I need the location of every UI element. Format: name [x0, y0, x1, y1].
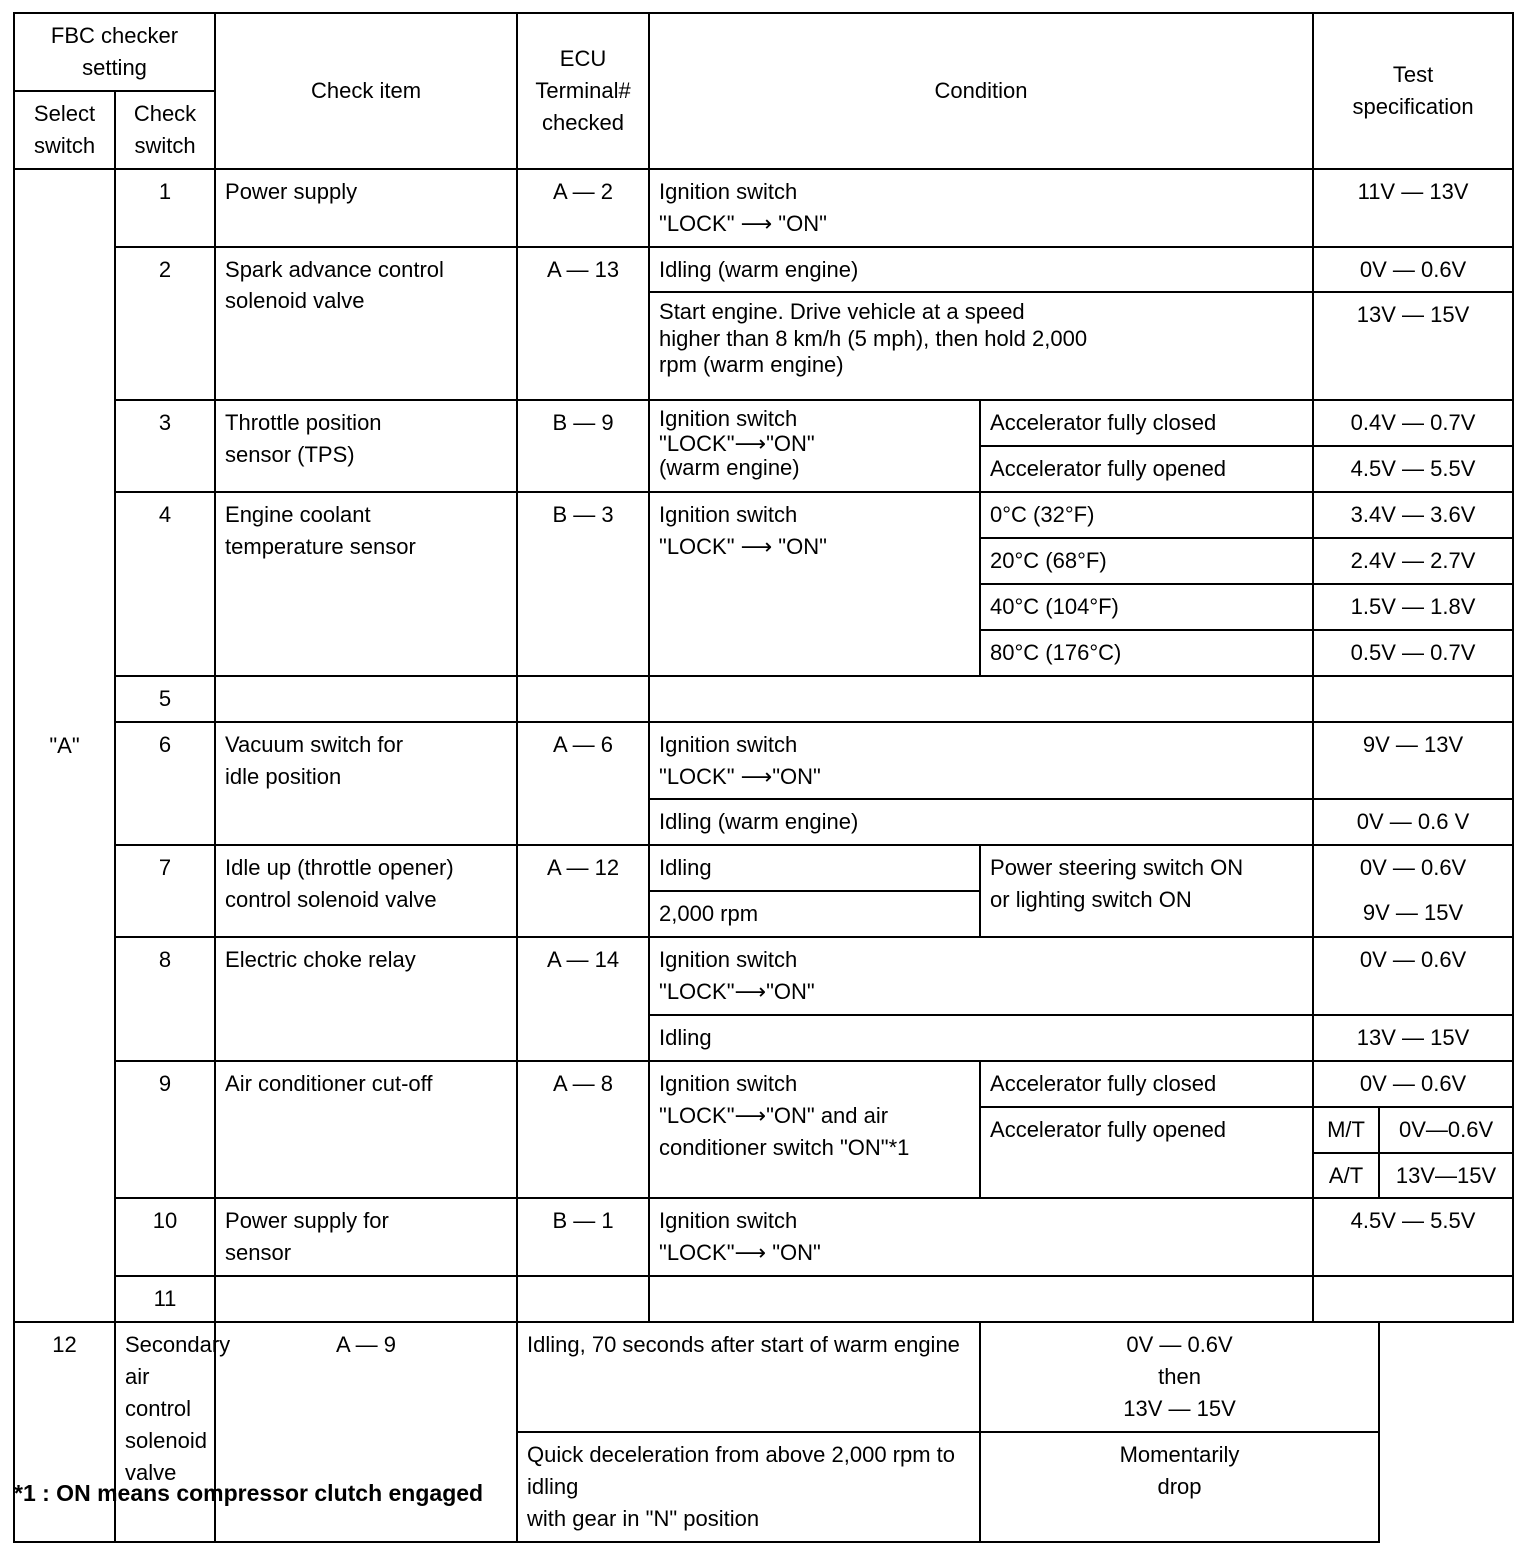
temperature: 80°C (176°C): [980, 630, 1313, 676]
sub-condition: Accelerator fully closed: [980, 400, 1313, 446]
check-item: Air conditioner cut-off: [215, 1061, 517, 1199]
check-item: [215, 1276, 517, 1322]
header-test-spec: Test specification: [1313, 13, 1513, 169]
check-switch-num: 2: [115, 247, 215, 401]
condition: Ignition switch "LOCK"⟶"ON" and air conditioner switch "ON"*1: [649, 1061, 980, 1199]
table-row: [14, 492, 1513, 538]
check-item: Power supply: [215, 169, 517, 247]
ecu-terminal: A — 8: [517, 1061, 649, 1199]
condition: Quick deceleration from above 2,000 rpm to idling with gear in "N" position: [517, 1432, 980, 1542]
transmission-label: M/T: [1313, 1107, 1379, 1153]
test-spec: 9V — 15V: [1313, 891, 1513, 937]
condition: Ignition switch "LOCK"⟶"ON" (warm engine): [649, 400, 980, 492]
check-switch-num: 9: [115, 1061, 215, 1199]
test-spec: 1.5V — 1.8V: [1313, 584, 1513, 630]
check-switch-num: 6: [115, 722, 215, 846]
check-item: Spark advance control solenoid valve: [215, 247, 517, 401]
check-item: Power supply for sensor: [215, 1198, 517, 1276]
check-switch-num: 3: [115, 400, 215, 492]
check-switch-num: 1: [115, 169, 215, 247]
check-item: Throttle position sensor (TPS): [215, 400, 517, 492]
header-check-switch: Check switch: [115, 91, 215, 169]
table-row: [14, 400, 1513, 446]
test-spec: 0V—0.6V: [1379, 1107, 1513, 1153]
test-spec: 13V — 15V: [1313, 1015, 1513, 1061]
ecu-terminal: A — 6: [517, 722, 649, 846]
condition: [649, 1276, 1313, 1322]
check-item: Electric choke relay: [215, 937, 517, 1061]
test-spec: 0V — 0.6V: [1313, 845, 1513, 891]
temperature: 20°C (68°F): [980, 538, 1313, 584]
test-spec: [1313, 1276, 1513, 1322]
check-switch-num: 10: [115, 1198, 215, 1276]
sub-condition: Accelerator fully opened: [980, 1107, 1313, 1199]
condition: [649, 676, 1313, 722]
select-switch-value: "A": [14, 169, 115, 1322]
ecu-terminal: A — 14: [517, 937, 649, 1061]
check-item: Idle up (throttle opener) control solenoid valve: [215, 845, 517, 937]
table-row: [14, 1276, 1513, 1322]
table-row: [14, 247, 1513, 293]
check-item: Secondary air control solenoid valve: [115, 1322, 215, 1541]
test-spec: 0.4V — 0.7V: [1313, 400, 1513, 446]
table-row: [14, 676, 1513, 722]
check-item: Vacuum switch for idle position: [215, 722, 517, 846]
test-spec: 2.4V — 2.7V: [1313, 538, 1513, 584]
check-switch-num: 8: [115, 937, 215, 1061]
test-spec: 0V — 0.6V: [1313, 247, 1513, 293]
header-ecu-terminal: ECU Terminal# checked: [517, 13, 649, 169]
check-switch-num: 5: [115, 676, 215, 722]
ecu-terminal: A — 9: [215, 1322, 517, 1541]
test-spec: 9V — 13V: [1313, 722, 1513, 800]
fbc-check-table: [13, 12, 1514, 1543]
temperature: 40°C (104°F): [980, 584, 1313, 630]
test-spec: 13V—15V: [1379, 1153, 1513, 1199]
table-row: [14, 169, 1513, 247]
condition: Ignition switch "LOCK"⟶"ON": [649, 937, 1313, 1015]
condition: Idling, 70 seconds after start of warm engine: [517, 1322, 980, 1432]
footnote: *1 : ON means compressor clutch engaged: [14, 1480, 484, 1506]
transmission-label: A/T: [1313, 1153, 1379, 1199]
condition: Idling: [649, 1015, 1313, 1061]
condition: Idling (warm engine): [649, 247, 1313, 293]
ecu-terminal: [517, 1276, 649, 1322]
condition: Start engine. Drive vehicle at a speed higher than 8 km/h (5 mph), then hold 2,000 rpm (warm engine): [649, 292, 1313, 400]
test-spec: 3.4V — 3.6V: [1313, 492, 1513, 538]
test-spec: [1313, 676, 1513, 722]
header-fbc-setting: FBC checker setting: [14, 13, 215, 91]
condition: Ignition switch "LOCK" ⟶ "ON": [649, 169, 1313, 247]
test-spec: 0V — 0.6V: [1313, 1061, 1513, 1107]
check-switch-num: 7: [115, 845, 215, 937]
condition: 2,000 rpm: [649, 891, 980, 937]
check-item: Engine coolant temperature sensor: [215, 492, 517, 676]
check-switch-num: 4: [115, 492, 215, 676]
table-row: [14, 937, 1513, 1015]
table-row: [14, 1061, 1513, 1107]
condition: Idling (warm engine): [649, 799, 1313, 845]
sub-condition: Accelerator fully opened: [980, 446, 1313, 492]
test-spec: 0V — 0.6V then 13V — 15V: [980, 1322, 1379, 1432]
check-switch-num: 11: [115, 1276, 215, 1322]
header-check-item: Check item: [215, 13, 517, 169]
test-spec: 0V — 0.6 V: [1313, 799, 1513, 845]
test-spec: 11V — 13V: [1313, 169, 1513, 247]
condition: Ignition switch "LOCK" ⟶ "ON": [649, 492, 980, 676]
table-row: [14, 1322, 1513, 1432]
test-spec: Momentarily drop: [980, 1432, 1379, 1542]
test-spec: 4.5V — 5.5V: [1313, 1198, 1513, 1276]
table-row: [14, 845, 1513, 891]
ecu-terminal: A — 12: [517, 845, 649, 937]
sub-condition: Accelerator fully closed: [980, 1061, 1313, 1107]
check-switch-num: 12: [14, 1322, 115, 1541]
test-spec: 4.5V — 5.5V: [1313, 446, 1513, 492]
table-row: [14, 1198, 1513, 1276]
condition: Ignition switch "LOCK" ⟶"ON": [649, 722, 1313, 800]
header-select-switch: Select switch: [14, 91, 115, 169]
table-row: [14, 722, 1513, 800]
ecu-terminal: B — 9: [517, 400, 649, 492]
ecu-terminal: A — 2: [517, 169, 649, 247]
test-spec: 0.5V — 0.7V: [1313, 630, 1513, 676]
ecu-terminal: A — 13: [517, 247, 649, 401]
condition: Ignition switch "LOCK"⟶ "ON": [649, 1198, 1313, 1276]
test-spec: 13V — 15V: [1313, 292, 1513, 400]
ecu-terminal: B — 1: [517, 1198, 649, 1276]
ecu-terminal: [517, 676, 649, 722]
ecu-terminal: B — 3: [517, 492, 649, 676]
test-spec: 0V — 0.6V: [1313, 937, 1513, 1015]
sub-condition: Power steering switch ON or lighting switch ON: [980, 845, 1313, 937]
condition: Idling: [649, 845, 980, 891]
check-item: [215, 676, 517, 722]
header-condition: Condition: [649, 13, 1313, 169]
temperature: 0°C (32°F): [980, 492, 1313, 538]
